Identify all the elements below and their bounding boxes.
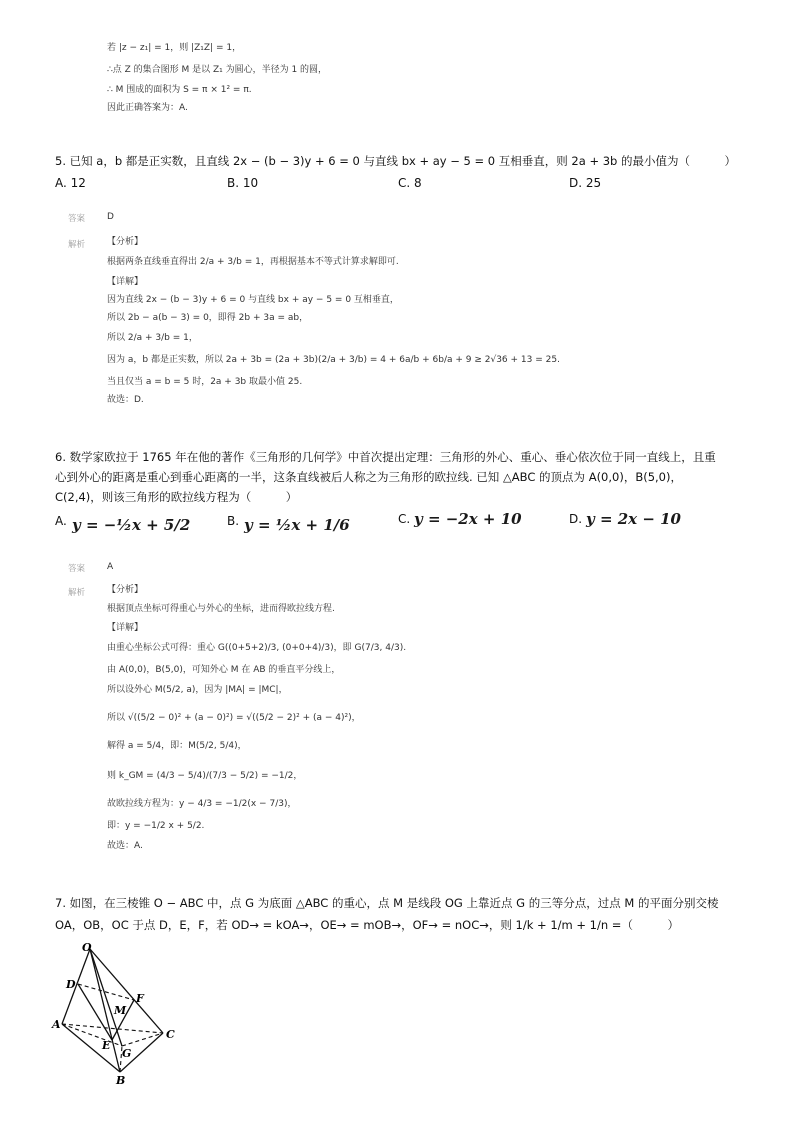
label-G: G — [122, 1047, 132, 1060]
q6-option-a-label: A. — [55, 514, 67, 528]
q6-option-c-label: C. — [398, 512, 411, 526]
q6-option-d-label: D. — [569, 512, 583, 526]
q7-stem-2: OA，OB，OC 于点 D，E，F，若 OD→ = kOA→，OE→ = mOB→，OF→ = nOC→，则 1/k + 1/m + 1/n =（ ） — [55, 918, 679, 932]
q5-line-6: 所以 2/a + 3/b = 1， — [107, 333, 198, 343]
q5-line-2: 根据两条直线垂直得出 2/a + 3/b = 1，再根据基本不等式计算求解即可. — [107, 257, 399, 267]
prev-solution-line-2: ∴点 Z 的集合图形 M 是以 Z₁ 为圆心，半径为 1 的圆， — [107, 65, 328, 75]
q6-option-c-expr: y = −2x + 10 — [414, 510, 522, 528]
q6-line-3: 【详解】 — [107, 623, 144, 633]
q5-option-b: B. 10 — [227, 176, 259, 190]
q6-line-12: 故选：A. — [107, 841, 143, 851]
q6-line-10: 故欧拉线方程为：y − 4/3 = −1/2(x − 7/3)， — [107, 799, 297, 809]
q5-option-d: D. 25 — [569, 176, 602, 190]
q6-line-1: 【分析】 — [107, 585, 144, 595]
q6-stem-1: 6. 数学家欧拉于 1765 年在他的著作《三角形的几何学》中首次提出定理：三角形的外心、重心、垂心依次位于同一直线上，且重 — [55, 450, 716, 464]
label-M: M — [114, 1004, 127, 1017]
q5-line-1: 【分析】 — [107, 237, 144, 247]
q5-answer: D — [107, 212, 114, 222]
label-F: F — [136, 992, 144, 1005]
prev-solution-line-1: 若 |z − z₁| = 1，则 |Z₁Z| = 1， — [107, 43, 242, 53]
label-C: C — [166, 1028, 175, 1041]
q6-line-8: 解得 a = 5/4，即：M(5/2, 5/4)， — [107, 741, 247, 751]
q6-line-7: 所以 √((5/2 − 0)² + (a − 0)²) = √((5/2 − 2)² + (a − 4)²)， — [107, 713, 361, 723]
q6-answer: A — [107, 562, 114, 572]
label-D: D — [66, 978, 76, 991]
q6-stem-2: 心到外心的距离是重心到垂心距离的一半，这条直线被后人称之为三角形的欧拉线. 已知 △ABC 的顶点为 A(0,0)，B(5,0)， — [55, 470, 682, 484]
label-E: E — [102, 1039, 111, 1052]
q6-option-b-label: B. — [227, 514, 240, 528]
q6-line-2: 根据顶点坐标可得重心与外心的坐标，进而得欧拉线方程. — [107, 604, 335, 614]
q7-tetrahedron-figure — [50, 942, 190, 1087]
label-B: B — [116, 1074, 126, 1087]
q6-option-d-expr: y = 2x − 10 — [586, 510, 681, 528]
q5-line-9: 故选：D. — [107, 395, 144, 405]
q5-option-c: C. 8 — [398, 176, 422, 190]
prev-solution-line-3: ∴ M 围成的面积为 S = π × 1² = π. — [107, 85, 252, 95]
q6-line-9: 则 k_GM = (4/3 − 5/4)/(7/3 − 5/2) = −1/2， — [107, 771, 303, 781]
prev-solution-line-4: 因此正确答案为：A. — [107, 103, 188, 113]
q5-line-8: 当且仅当 a = b = 5 时，2a + 3b 取最小值 25. — [107, 377, 303, 387]
q6-analysis-tag: 解析 — [68, 588, 86, 598]
q6-stem-3: C(2,4)，则该三角形的欧拉线方程为（ ） — [55, 490, 298, 504]
edge-GC-hidden — [122, 1033, 163, 1046]
q5-line-7: 因为 a，b 都是正实数，所以 2a + 3b = (2a + 3b)(2/a + 3/b) = 4 + 6a/b + 6b/a + 9 ≥ 2√36 + 13 = 25. — [107, 355, 560, 365]
label-A: A — [52, 1018, 61, 1031]
q6-line-4: 由重心坐标公式可得：重心 G((0+5+2)/3, (0+0+4)/3)，即 G(7/3, 4/3). — [107, 643, 407, 653]
q5-option-a: A. 12 — [55, 176, 86, 190]
q5-answer-tag: 答案 — [68, 214, 86, 224]
q5-analysis-tag: 解析 — [68, 240, 86, 250]
edge-AB — [62, 1024, 120, 1072]
edge-AC-hidden — [62, 1024, 163, 1033]
q6-answer-tag: 答案 — [68, 564, 86, 574]
q6-line-6: 所以设外心 M(5/2, a)，因为 |MA| = |MC|， — [107, 685, 288, 695]
edge-OG — [90, 949, 122, 1046]
q6-option-a-expr: y = −½x + 5/2 — [72, 516, 191, 534]
q6-option-b-expr: y = ½x + 1/6 — [244, 516, 350, 534]
q7-stem-1: 7. 如图，在三棱锥 O − ABC 中，点 G 为底面 △ABC 的重心，点 M 是线段 OG 上靠近点 G 的三等分点，过点 M 的平面分别交棱 — [55, 896, 719, 910]
q5-line-4: 因为直线 2x − (b − 3)y + 6 = 0 与直线 bx + ay − 5 = 0 互相垂直， — [107, 295, 399, 305]
q5-line-5: 所以 2b − a(b − 3) = 0，即得 2b + 3a = ab， — [107, 313, 309, 323]
q5-line-3: 【详解】 — [107, 277, 144, 287]
q6-line-11: 即：y = −1/2 x + 5/2. — [107, 821, 205, 831]
q6-line-5: 由 A(0,0)，B(5,0)，可知外心 M 在 AB 的垂直平分线上， — [107, 665, 341, 675]
q5-stem: 5. 已知 a，b 都是正实数，且直线 2x − (b − 3)y + 6 = 0 与直线 bx + ay − 5 = 0 互相垂直，则 2a + 3b 的最小值为（ ） — [55, 154, 737, 168]
label-O: O — [82, 942, 92, 954]
